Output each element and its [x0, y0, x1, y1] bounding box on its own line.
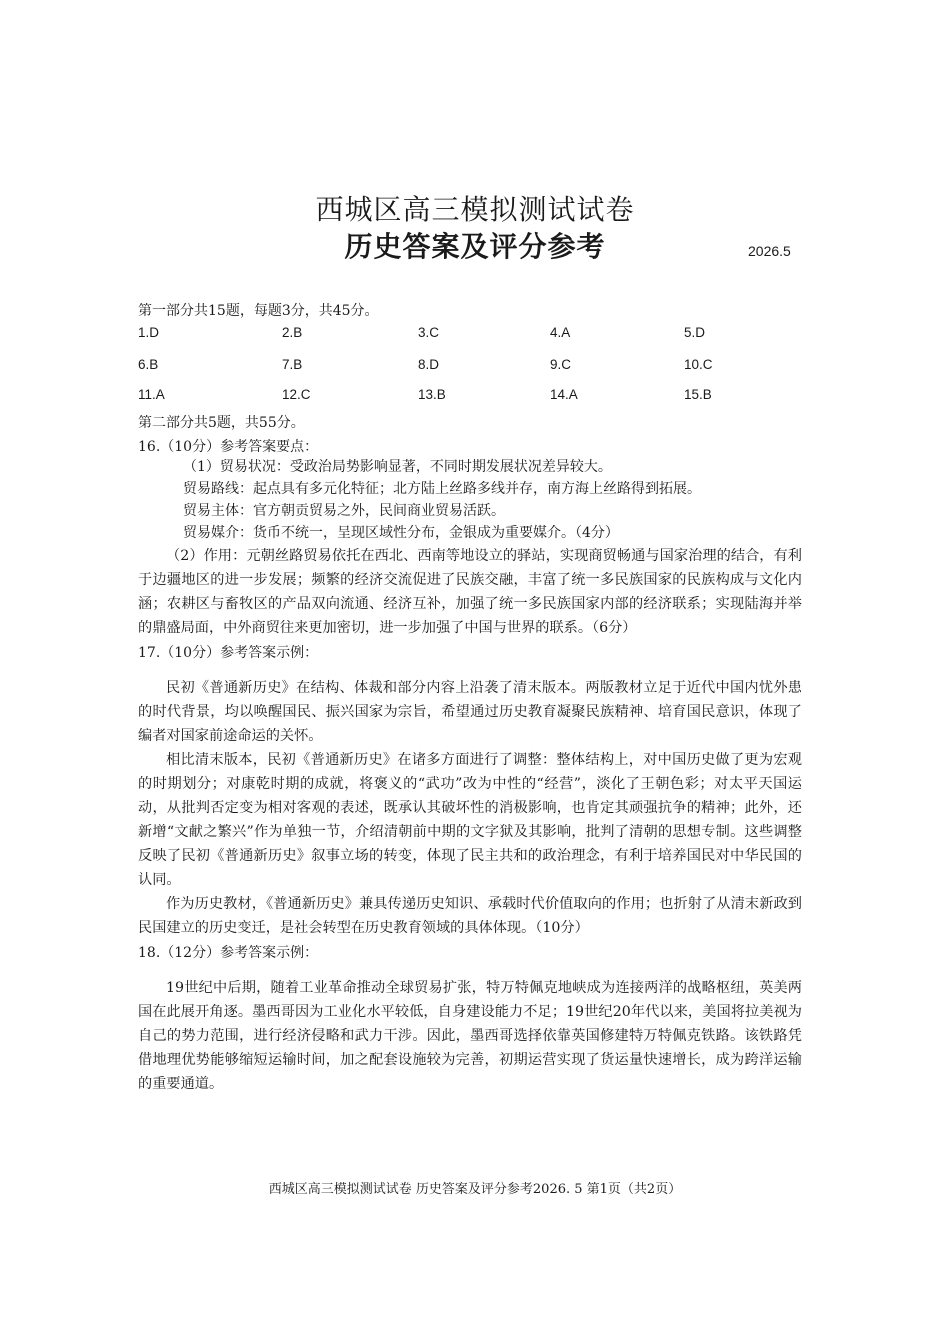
answer-8: 8.D: [418, 357, 440, 372]
q18-heading: 18.（12分）参考答案示例：: [138, 945, 319, 961]
answer-row-1: [138, 322, 802, 350]
answer-2: 2.B: [282, 325, 303, 340]
document-title: 西城区高三模拟测试试卷: [315, 193, 635, 226]
q16-heading: 16.（10分）参考答案要点：: [138, 439, 319, 455]
q18-paragraph: 19世纪中后期，随着工业革命推动全球贸易扩张，特万特佩克地峡成为连接两洋的战略枢纽，英美两国在此展开角逐。墨西哥因为工业化水平较低，自身建设能力不足；19世纪20年代以来，美国将拉美视为自己的势力范围，进行经济侵略和武力干涉。因此，墨西哥选择依靠英国修建特万特佩克铁路。该铁路凭借地理优势能够缩短运输时间，加之配套设施较为完善，初期运营实现了货运量快速增长，成为跨洋运输的重要通道。: [138, 980, 802, 1092]
answer-11: 11.A: [138, 387, 165, 402]
part1-intro: 第一部分共15题，每题3分，共45分。: [138, 303, 379, 319]
document-subtitle: 历史答案及评分参考: [344, 230, 606, 263]
page-footer: 西城区高三模拟测试试卷 历史答案及评分参考2026. 5 第1页（共2页）: [268, 1182, 682, 1197]
answer-1: 1.D: [138, 325, 160, 340]
answer-14: 14.A: [550, 387, 578, 402]
answer-row-2: [138, 350, 802, 380]
q17-paragraph-3: 作为历史教材，《普通新历史》兼具传递历史知识、承载时代价值取向的作用；也折射了从清末新政到民国建立的历史变迁，是社会转型在历史教育领域的具体体现。（10分）: [138, 896, 802, 936]
answer-7: 7.B: [282, 357, 303, 372]
answer-6: 6.B: [138, 357, 159, 372]
answer-10: 10.C: [684, 357, 713, 372]
q16-line-3: 贸易主体：官方朝贡贸易之外，民间商业贸易活跃。: [183, 503, 505, 519]
answer-5: 5.D: [684, 325, 706, 340]
answer-9: 9.C: [550, 357, 572, 372]
answer-12: 12.C: [282, 387, 311, 402]
answer-3: 3.C: [418, 325, 440, 340]
q16-paragraph-2: （2）作用：元朝丝路贸易依托在西北、西南等地设立的驿站，实现商贸畅通与国家治理的结合，有利于边疆地区的进一步发展；频繁的经济交流促进了民族交融，丰富了统一多民族国家的民族构成与文化内涵；农耕区与畜牧区的产品双向流通、经济互补，加强了统一多民族国家内部的经济联系；实现陆海并举的鼎盛局面，中外商贸往来更加密切，进一步加强了中国与世界的联系。（6分）: [138, 548, 802, 636]
q16-line-1: （1）贸易状况：受政治局势影响显著，不同时期发展状况差异较大。: [183, 459, 612, 475]
q16-line-2: 贸易路线：起点具有多元化特征；北方陆上丝路多线并存，南方海上丝路得到拓展。: [183, 481, 701, 497]
answer-13: 13.B: [418, 387, 446, 402]
document-date: 2026.5: [748, 243, 791, 259]
part2-intro: 第二部分共5题，共55分。: [138, 415, 305, 431]
answer-row-3: [138, 380, 802, 410]
q17-paragraph-1: 民初《普通新历史》在结构、体裁和部分内容上沿袭了清末版本。两版教材立足于近代中国内忧外患的时代背景，均以唤醒国民、振兴国家为宗旨，希望通过历史教育凝聚民族精神、培育国民意识，体现了编者对国家前途命运的关怀。: [138, 680, 802, 744]
q17-paragraph-2: 相比清末版本，民初《普通新历史》在诸多方面进行了调整：整体结构上，对中国历史做了更为宏观的时期划分；对康乾时期的成就，将褒义的“武功”改为中性的“经营”，淡化了王朝色彩；对太平天国运动，从批判否定变为相对客观的表述，既承认其破坏性的消极影响，也肯定其顽强抗争的精神；此外，还新增“文献之繁兴”作为单独一节，介绍清朝前中期的文字狱及其影响，批判了清朝的思想专制。这些调整反映了民初《普通新历史》叙事立场的转变，体现了民主共和的政治理念，有利于培养国民对中华民国的认同。: [138, 752, 802, 888]
answer-15: 15.B: [684, 387, 712, 402]
q17-heading: 17.（10分）参考答案示例：: [138, 645, 319, 661]
answer-content: [138, 300, 802, 1096]
q16-line-4: 贸易媒介：货币不统一，呈现区域性分布，金银成为重要媒介。（4分）: [183, 525, 619, 541]
answer-4: 4.A: [550, 325, 571, 340]
